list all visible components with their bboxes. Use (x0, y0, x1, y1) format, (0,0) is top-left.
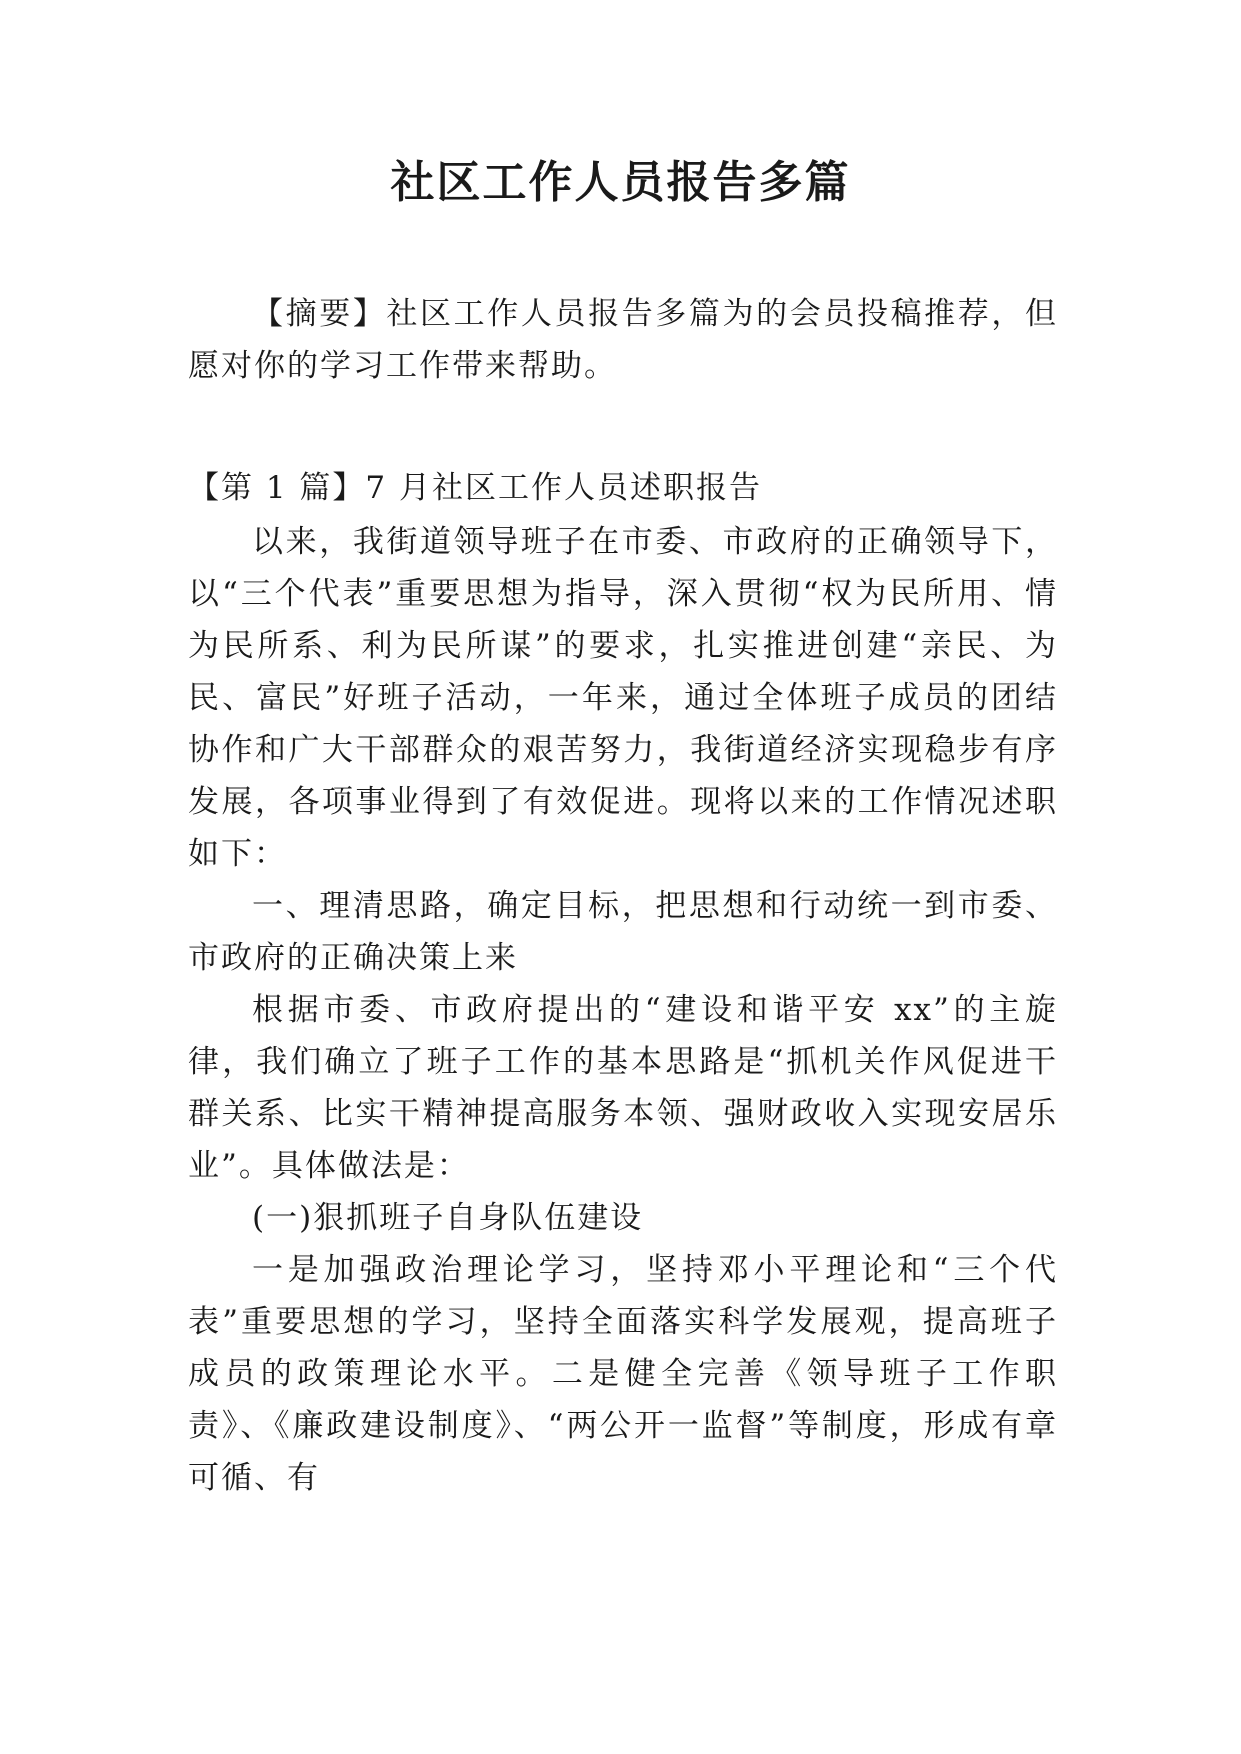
body-paragraph: 根据市委、市政府提出的“建设和谐平安 xx”的主旋律，我们确立了班子工作的基本思路是“抓机关作风促进干群关系、比实干精神提高服务本领、强财政收入实现安居乐业”。具体做法是： (188, 992, 1058, 1184)
body-paragraph: 一是加强政治理论学习，坚持邓小平理论和“三个代表”重要思想的学习，坚持全面落实科学发展观，提高班子成员的政策理论水平。二是健全完善《领导班子工作职责》、《廉政建设制度》、“两公开一监督”等制度，形成有章可循、有 (188, 1252, 1058, 1496)
document-title: 社区工作人员报告多篇 (390, 157, 851, 208)
body-content (188, 516, 1058, 1504)
body-paragraph: 一、理清思路，确定目标，把思想和行动统一到市委、市政府的正确决策上来 (188, 888, 1058, 976)
body-paragraph: 以来，我街道领导班子在市委、市政府的正确领导下，以“三个代表”重要思想为指导，深入贯彻“权为民所用、情为民所系、利为民所谋”的要求，扎实推进创建“亲民、为民、富民”好班子活动，一年来，通过全体班子成员的团结协作和广大干部群众的艰苦努力，我街道经济实现稳步有序发展，各项事业得到了有效促进。现将以来的工作情况述职如下： (188, 524, 1058, 872)
section-heading: 【第 1 篇】7 月社区工作人员述职报告 (188, 470, 763, 506)
body-paragraph: (一)狠抓班子自身队伍建设 (252, 1200, 644, 1236)
abstract-paragraph: 【摘要】社区工作人员报告多篇为的会员投稿推荐，但愿对你的学习工作带来帮助。 (188, 296, 1058, 384)
